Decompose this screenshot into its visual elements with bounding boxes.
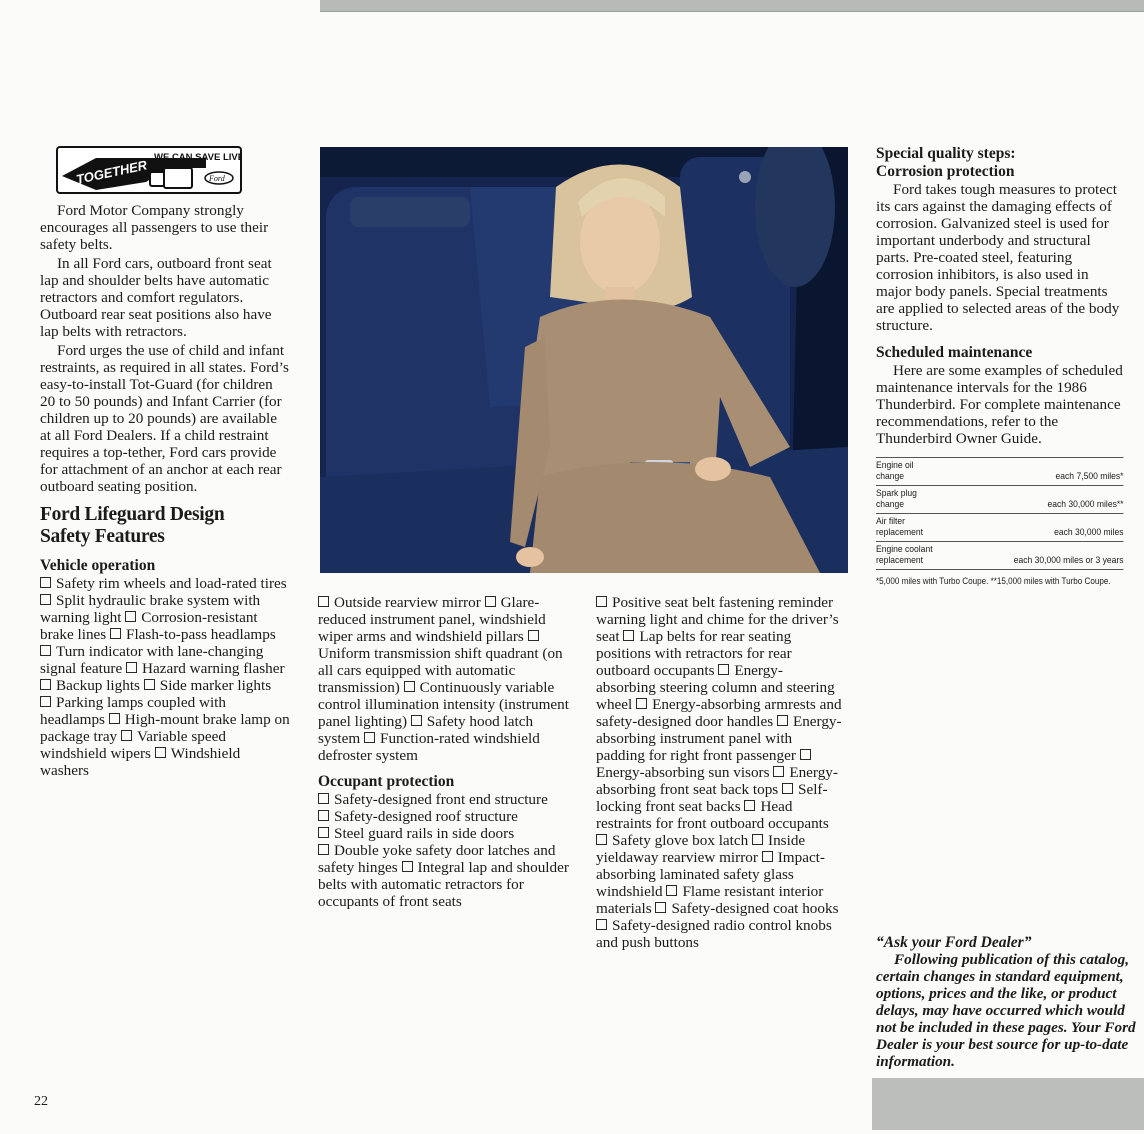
list-item: Parking lamps coupled with headlamps xyxy=(40,694,226,728)
together-we-can-save-lives-logo xyxy=(56,146,242,194)
checkbox-icon xyxy=(404,681,415,692)
intro-paragraph-2: In all Ford cars, outboard front seat lap and shoulder belts have automatic retractors and comfort regulators. Outboard rear seat positions also have lap belts with retractors. xyxy=(40,255,272,340)
checkbox-icon xyxy=(40,679,51,690)
list-item: Positive seat belt fastening reminder warning light and chime for the driver’s seat xyxy=(596,594,839,645)
list-item: Energy-absorbing armrests and safety-designed door handles xyxy=(596,696,842,730)
bottom-gray-band xyxy=(872,1078,1144,1130)
checkbox-icon xyxy=(110,628,121,639)
list-item: Energy-absorbing instrument panel with padding for right front passenger xyxy=(596,713,842,764)
checkbox-icon xyxy=(655,902,666,913)
section-title: Ford Lifeguard Design Safety Features xyxy=(40,504,225,547)
list-item: Windshield washers xyxy=(40,745,241,779)
checkbox-icon xyxy=(528,630,539,641)
checkbox-icon xyxy=(596,834,607,845)
corrosion-paragraph: Ford takes tough measures to protect its cars against the damaging effects of corrosion. Galvanized steel is used for important underbody and structural parts. Pre-coated steel, featuring corrosion inhibitors, is also used in major body panels. Special treatments are applied to selected areas of the body structure. xyxy=(876,181,1120,334)
checkbox-icon xyxy=(364,732,375,743)
list-item: Safety rim wheels and load-rated tires xyxy=(40,575,287,592)
list-item: Uniform transmission shift quadrant (on all cars equipped with automatic transmission) xyxy=(318,628,563,696)
list-item: Side marker lights xyxy=(144,677,271,694)
checkbox-icon xyxy=(125,611,136,622)
page-number: 22 xyxy=(34,1094,48,1109)
ask-your-dealer-note xyxy=(876,934,1138,1070)
list-item: Head restraints for front outboard occupants xyxy=(596,798,829,832)
checkbox-icon xyxy=(318,810,329,821)
checkbox-icon xyxy=(485,596,496,607)
table-row: Engine coolant replacement each 30,000 miles or 3 years xyxy=(876,542,1124,570)
checkbox-icon xyxy=(596,596,607,607)
list-item: Integral lap and shoulder belts with automatic retractors for occupants of front seats xyxy=(318,859,569,910)
list-item: Safety hood latch system xyxy=(318,713,534,747)
list-item: Safety-designed roof structure xyxy=(318,808,570,825)
checkbox-icon xyxy=(762,851,773,862)
checkbox-icon xyxy=(40,645,51,656)
list-item: Hazard warning flasher xyxy=(126,660,285,677)
checkbox-icon xyxy=(109,713,120,724)
column-quality-maintenance xyxy=(876,145,1124,590)
intro-paragraph-3: Ford urges the use of child and infant restraints, as required in all states. Ford’s easy-to-install Tot-Guard (for children 20 to 50 pounds) and Infant Carrier (for children up to 20 pounds) are available at all Ford Dealers. If a child restraint requires a top-tether, Ford cars provide for attachment of an anchor at each rear outboard seating position. xyxy=(40,342,289,495)
logo-slogan: WE CAN SAVE LIVES xyxy=(154,152,242,163)
checkbox-icon xyxy=(777,715,788,726)
vehicle-operation-list-cont xyxy=(318,594,570,764)
logo-ford-oval: Ford xyxy=(209,174,225,183)
list-item: Inside yieldaway rearview mirror xyxy=(596,832,806,866)
maintenance-paragraph: Here are some examples of scheduled maintenance intervals for the 1986 Thunderbird. For complete maintenance recommendations, refer to the Thunderbird Owner Guide. xyxy=(876,362,1123,447)
checkbox-icon xyxy=(411,715,422,726)
checkbox-icon xyxy=(155,747,166,758)
occupant-protection-list xyxy=(318,791,570,910)
column-safety-belts xyxy=(40,196,290,779)
checkbox-icon xyxy=(800,749,811,760)
maintenance-footnote: *5,000 miles with Turbo Coupe. **15,000 miles with Turbo Coupe. xyxy=(876,576,1111,586)
checkbox-icon xyxy=(773,766,784,777)
checkbox-icon xyxy=(666,885,677,896)
list-item: Energy-absorbing front seat back tops xyxy=(596,764,838,798)
checkbox-icon xyxy=(596,919,607,930)
checkbox-icon xyxy=(318,827,329,838)
checkbox-icon xyxy=(121,730,132,741)
list-item: Variable speed windshield wipers xyxy=(40,728,226,762)
list-item: Safety-designed front end structure xyxy=(318,791,570,808)
checkbox-icon xyxy=(752,834,763,845)
corrosion-heading: Special quality steps: Corrosion protection xyxy=(876,145,1016,180)
intro-paragraph-1: Ford Motor Company strongly encourages all passengers to use their safety belts. xyxy=(40,202,269,253)
list-item: Self-locking front seat backs xyxy=(596,781,828,815)
list-item: Glare-reduced instrument panel, windshield wiper arms and windshield pillars xyxy=(318,594,546,645)
list-item: Safety-designed radio control knobs and push buttons xyxy=(596,917,832,951)
list-item: Steel guard rails in side doors xyxy=(318,825,570,842)
checkbox-icon xyxy=(126,662,137,673)
column-vehicle-cont xyxy=(318,594,570,910)
table-row: Engine oil change each 7,500 miles* xyxy=(876,458,1124,486)
list-item: Energy-absorbing sun visors xyxy=(596,747,816,781)
dealer-paragraph: Following publication of this catalog, certain changes in standard equipment, options, prices and the like, or product delays, may have occurred which would not be included in these pages. Your Ford Dealer is your best source for up-to-date information. xyxy=(876,951,1136,1070)
top-gray-band xyxy=(320,0,1144,12)
table-row: Air filter replacement each 30,000 miles xyxy=(876,514,1124,542)
checkbox-icon xyxy=(318,844,329,855)
list-item: Corrosion-resistant brake lines xyxy=(40,609,258,643)
occupant-protection-list-cont xyxy=(596,594,842,951)
list-item: High-mount brake lamp on package tray xyxy=(40,711,290,745)
maintenance-heading: Scheduled maintenance xyxy=(876,344,1033,361)
maintenance-table xyxy=(876,457,1124,570)
list-item: Safety-designed coat hooks xyxy=(655,900,838,917)
vehicle-operation-heading: Vehicle operation xyxy=(40,557,156,574)
checkbox-icon xyxy=(718,664,729,675)
column-occupant-cont xyxy=(596,594,842,951)
checkbox-icon xyxy=(318,596,329,607)
list-item: Energy-absorbing steering column and steering wheel xyxy=(596,662,835,713)
list-item: Double yoke safety door latches and safety hinges xyxy=(318,842,556,876)
checkbox-icon xyxy=(318,793,329,804)
list-item: Flash-to-pass headlamps xyxy=(110,626,276,643)
checkbox-icon xyxy=(402,861,413,872)
checkbox-icon xyxy=(40,696,51,707)
list-item: Turn indicator with lane-changing signal feature xyxy=(40,643,264,677)
checkbox-icon xyxy=(744,800,755,811)
checkbox-icon xyxy=(40,577,51,588)
list-item: Backup lights xyxy=(40,677,144,694)
list-item: Lap belts for rear seating positions with retractors for rear outboard occupants xyxy=(596,628,792,679)
list-item: Safety glove box latch xyxy=(596,832,752,849)
checkbox-icon xyxy=(782,783,793,794)
list-item: Function-rated windshield defroster system xyxy=(318,730,540,764)
checkbox-icon xyxy=(636,698,647,709)
woman-in-rear-seat-photo xyxy=(320,147,848,573)
vehicle-operation-list xyxy=(40,575,290,779)
logo-banner-text: TOGETHER xyxy=(74,157,149,188)
list-item: Impact-absorbing laminated safety glass windshield xyxy=(596,849,825,900)
list-item: Flame resistant interior materials xyxy=(596,883,824,917)
table-row: Spark plug change each 30,000 miles** xyxy=(876,486,1124,514)
checkbox-icon xyxy=(144,679,155,690)
dealer-heading: “Ask your Ford Dealer” xyxy=(876,934,1032,951)
list-item: Continuously variable control illumination intensity (instrument panel lighting) xyxy=(318,679,569,730)
checkbox-icon xyxy=(623,630,634,641)
list-item: Outside rearview mirror xyxy=(318,594,485,611)
checkbox-icon xyxy=(40,594,51,605)
occupant-protection-heading: Occupant protection xyxy=(318,773,455,790)
list-item: Split hydraulic brake system with warning light xyxy=(40,592,261,626)
